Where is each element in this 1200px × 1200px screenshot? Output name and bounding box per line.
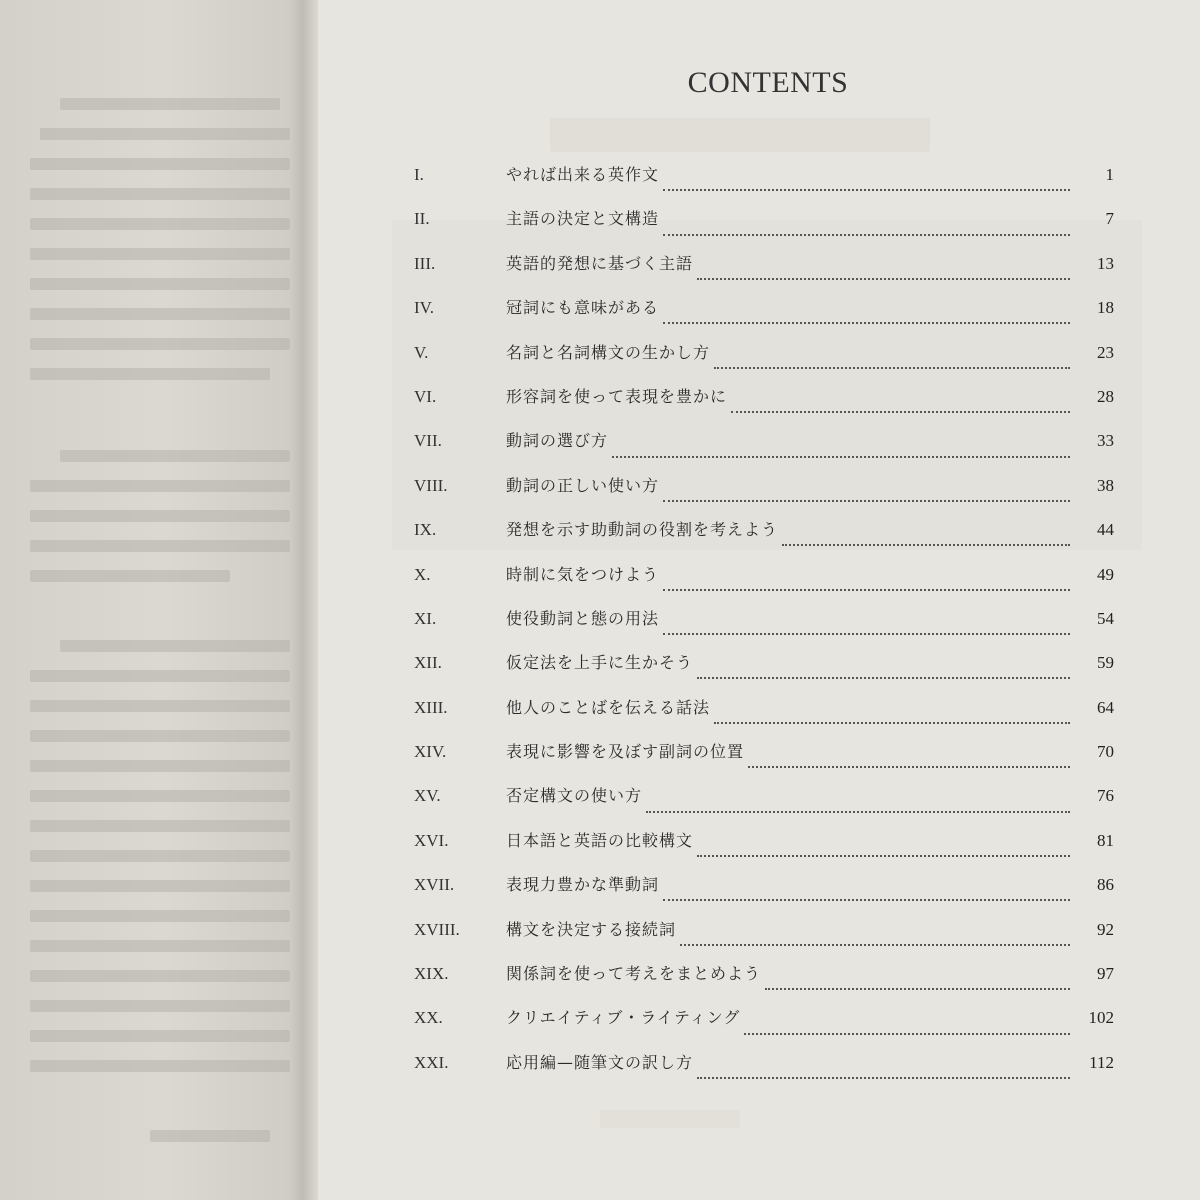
- chapter-title: 英語的発想に基づく主語: [506, 253, 694, 273]
- chapter-title: 冠詞にも意味がある: [506, 298, 660, 318]
- chapter-numeral: XXI.: [414, 1052, 449, 1072]
- page-number: 13: [1097, 253, 1114, 273]
- dot-leader: [663, 322, 1070, 324]
- page-number: 28: [1097, 386, 1114, 406]
- dot-leader: [748, 766, 1070, 768]
- page-number: 38: [1097, 475, 1114, 495]
- toc-entry: [414, 783, 1114, 827]
- chapter-title: 発想を示す助動詞の役割を考えよう: [506, 520, 779, 540]
- chapter-numeral: XIII.: [414, 697, 448, 717]
- page-number: 23: [1097, 342, 1114, 362]
- chapter-title: 構文を決定する接続詞: [506, 919, 677, 939]
- dot-leader: [744, 1033, 1070, 1035]
- toc-entry: [414, 917, 1114, 961]
- page-number: 81: [1097, 830, 1114, 850]
- chapter-title: 日本語と英語の比較構文: [506, 830, 694, 850]
- chapter-numeral: XVIII.: [414, 919, 460, 939]
- chapter-numeral: III.: [414, 253, 436, 273]
- chapter-title: 関係詞を使って考えをまとめよう: [506, 964, 762, 984]
- toc-entry: [414, 428, 1114, 472]
- chapter-numeral: XIX.: [414, 964, 449, 984]
- toc-entry: [414, 162, 1114, 206]
- chapter-title: 動詞の正しい使い方: [506, 475, 660, 495]
- page-number: 97: [1097, 964, 1114, 984]
- dot-leader: [697, 677, 1070, 679]
- dot-leader: [646, 811, 1070, 813]
- chapter-numeral: VIII.: [414, 475, 448, 495]
- page-number: 92: [1097, 919, 1114, 939]
- toc-entry: [414, 473, 1114, 517]
- dot-leader: [663, 899, 1070, 901]
- dot-leader: [612, 456, 1070, 458]
- chapter-numeral: I.: [414, 165, 424, 184]
- page-number: 70: [1097, 742, 1114, 762]
- toc-entry: [414, 606, 1114, 650]
- chapter-numeral: IV.: [414, 298, 434, 318]
- chapter-numeral: VI.: [414, 386, 437, 406]
- toc-entry: [414, 961, 1114, 1005]
- chapter-numeral: XVI.: [414, 830, 449, 850]
- chapter-title: 否定構文の使い方: [506, 786, 643, 806]
- dot-leader: [697, 1077, 1070, 1079]
- bleed-through-heading: [550, 118, 930, 152]
- chapter-title: 他人のことばを伝える話法: [506, 697, 711, 717]
- page-number: 7: [1105, 209, 1114, 229]
- page-number: 33: [1097, 431, 1114, 451]
- dot-leader: [663, 234, 1070, 236]
- page-number: 44: [1097, 520, 1114, 540]
- page-number: 76: [1097, 786, 1114, 806]
- dot-leader: [782, 544, 1070, 546]
- toc-entry: [414, 295, 1114, 339]
- toc-entry: [414, 1050, 1114, 1094]
- chapter-numeral: XIV.: [414, 742, 447, 762]
- chapter-numeral: V.: [414, 342, 429, 362]
- dot-leader: [697, 278, 1070, 280]
- dot-leader: [714, 367, 1070, 369]
- toc-entry: [414, 562, 1114, 606]
- dot-leader: [697, 855, 1070, 857]
- chapter-numeral: XX.: [414, 1008, 443, 1028]
- chapter-numeral: II.: [414, 209, 430, 229]
- toc-entry: [414, 251, 1114, 295]
- chapter-title: 使役動詞と態の用法: [506, 608, 660, 628]
- dot-leader: [663, 633, 1070, 635]
- toc-entry: [414, 739, 1114, 783]
- page-number: 102: [1088, 1008, 1114, 1028]
- dot-leader: [663, 189, 1070, 191]
- chapter-numeral: XV.: [414, 786, 441, 806]
- page-number: 1: [1105, 165, 1114, 184]
- chapter-title: 応用編—随筆文の訳し方: [506, 1052, 694, 1072]
- dot-leader: [663, 500, 1070, 502]
- chapter-title: 動詞の選び方: [506, 431, 609, 451]
- chapter-numeral: XVII.: [414, 875, 455, 895]
- left-page-show-through-text: [0, 0, 300, 1200]
- chapter-title: クリエイティブ・ライティング: [506, 1008, 741, 1028]
- toc-entry: [414, 1005, 1114, 1049]
- chapter-title: やれば出来る英作文: [506, 165, 660, 184]
- chapter-title: 仮定法を上手に生かそう: [506, 653, 694, 673]
- page-number: 49: [1097, 564, 1114, 584]
- chapter-title: 名詞と名詞構文の生かし方: [506, 342, 711, 362]
- dot-leader: [765, 988, 1070, 990]
- page-number: 112: [1089, 1052, 1114, 1072]
- chapter-title: 表現に影響を及ぼす副詞の位置: [506, 742, 745, 762]
- chapter-title: 形容詞を使って表現を豊かに: [506, 386, 728, 406]
- page-number: 59: [1097, 653, 1114, 673]
- page-number: 18: [1097, 298, 1114, 318]
- chapter-numeral: XII.: [414, 653, 442, 673]
- dot-leader: [680, 944, 1070, 946]
- chapter-numeral: VII.: [414, 431, 442, 451]
- dot-leader: [714, 722, 1070, 724]
- chapter-numeral: X.: [414, 564, 431, 584]
- page-number: 64: [1097, 697, 1114, 717]
- toc-entry: [414, 695, 1114, 739]
- toc-entry: [414, 650, 1114, 694]
- page-number: 54: [1097, 608, 1114, 628]
- toc-entry: [414, 872, 1114, 916]
- dot-leader: [663, 589, 1070, 591]
- dot-leader: [731, 411, 1070, 413]
- toc-entry: [414, 517, 1114, 561]
- contents-heading: CONTENTS: [687, 66, 849, 99]
- chapter-numeral: IX.: [414, 520, 437, 540]
- toc-entry: [414, 340, 1114, 384]
- toc-entry: [414, 384, 1114, 428]
- table-of-contents: [414, 162, 1114, 1094]
- chapter-title: 表現力豊かな準動詞: [506, 875, 660, 895]
- toc-entry: [414, 206, 1114, 250]
- toc-entry: [414, 828, 1114, 872]
- page-number: 86: [1097, 875, 1114, 895]
- chapter-title: 時制に気をつけよう: [506, 564, 660, 584]
- bleed-through-folio: [600, 1110, 740, 1128]
- chapter-title: 主語の決定と文構造: [506, 209, 660, 229]
- chapter-numeral: XI.: [414, 608, 437, 628]
